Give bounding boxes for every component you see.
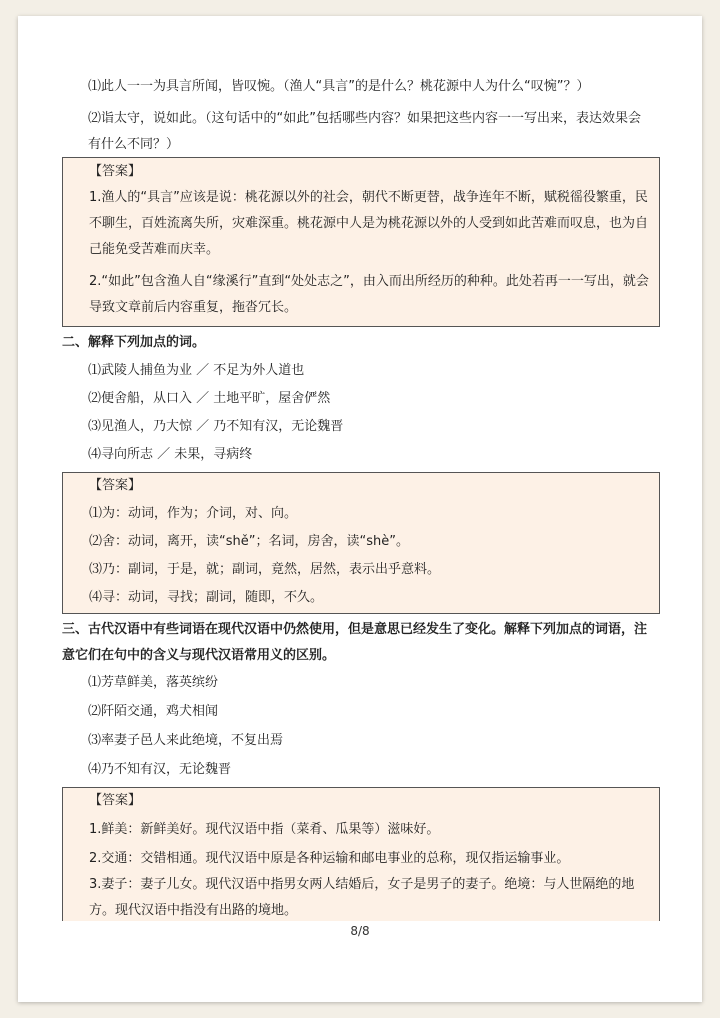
- q2-answer-label: 【答案】: [89, 478, 142, 493]
- q1-answer-label: 【答案】: [89, 164, 142, 179]
- q2-item-2: ⑵便舍船，从口入 ／ 土地平旷，屋舍俨然: [88, 391, 331, 406]
- q3-item-4: ⑷乃不知有汉，无论魏晋: [88, 762, 232, 777]
- q2-answer-box: [62, 472, 660, 614]
- q2-item-4: ⑷寻向所志 ／ 未果，寻病终: [88, 447, 253, 462]
- q1-item-1: ⑴此人一一为具言所闻，皆叹惋。（渔人“具言”的是什么？桃花源中人为什么“叹惋”？）: [88, 79, 590, 94]
- q3-answer-1: 1.鲜美：新鲜美好。现代汉语中指（菜肴、瓜果等）滋味好。: [89, 822, 440, 837]
- q1-answer-box: [62, 157, 660, 327]
- page-number: 8/8: [350, 924, 370, 938]
- q1-answer-1: 1.渔人的“具言”应该是说：桃花源以外的社会，朝代不断更替，战争连年不断，赋税徭役繁重，民不聊生，百姓流离失所，灾难深重。桃花源中人是为桃花源以外的人受到如此苦难而叹息，也为自己能免受苦难而庆幸。: [89, 190, 649, 257]
- q3-item-2: ⑵阡陌交通，鸡犬相闻: [88, 704, 219, 719]
- q2-answer-4: ⑷寻：动词，寻找；副词，随即，不久。: [89, 590, 324, 605]
- q3-answer-box: [62, 787, 660, 921]
- q3-heading: 三、古代汉语中有些词语在现代汉语中仍然使用，但是意思已经发生了变化。解释下列加点的词语，注意它们在句中的含义与现代汉语常用义的区别。: [62, 622, 648, 663]
- q2-item-3: ⑶见渔人，乃大惊 ／ 乃不知有汉，无论魏晋: [88, 419, 344, 434]
- q2-item-1: ⑴武陵人捕鱼为业 ／ 不足为外人道也: [88, 363, 305, 378]
- q2-answer-2: ⑵舍：动词，离开，读“shě”；名词，房舍，读“shè”。: [89, 534, 409, 549]
- q1-item-2: ⑵诣太守，说如此。（这句话中的“如此”包括哪些内容？如果把这些内容一一写出来，表达效果会有什么不同？）: [88, 111, 641, 152]
- document-page: [18, 16, 702, 1002]
- q2-answer-3: ⑶乃：副词，于是，就；副词，竟然，居然，表示出乎意料。: [89, 562, 441, 577]
- q2-answer-1: ⑴为：动词，作为；介词，对、向。: [89, 506, 298, 521]
- q2-heading: 二、解释下列加点的词。: [62, 335, 206, 350]
- q3-answer-3: 3.妻子：妻子儿女。现代汉语中指男女两人结婚后，女子是男子的妻子。绝境：与人世隔绝的地方。现代汉语中指没有出路的境地。: [89, 877, 635, 918]
- q3-answer-2: 2.交通：交错相通。现代汉语中原是各种运输和邮电事业的总称，现仅指运输事业。: [89, 851, 570, 866]
- q1-answer-2: 2.“如此”包含渔人自“缘溪行”直到“处处志之”，由入而出所经历的种种。此处若再一一写出，就会导致文章前后内容重复，拖沓冗长。: [89, 274, 649, 315]
- q3-item-1: ⑴芳草鲜美，落英缤纷: [88, 675, 219, 690]
- q3-answer-label: 【答案】: [89, 793, 142, 808]
- q3-item-3: ⑶率妻子邑人来此绝境，不复出焉: [88, 733, 284, 748]
